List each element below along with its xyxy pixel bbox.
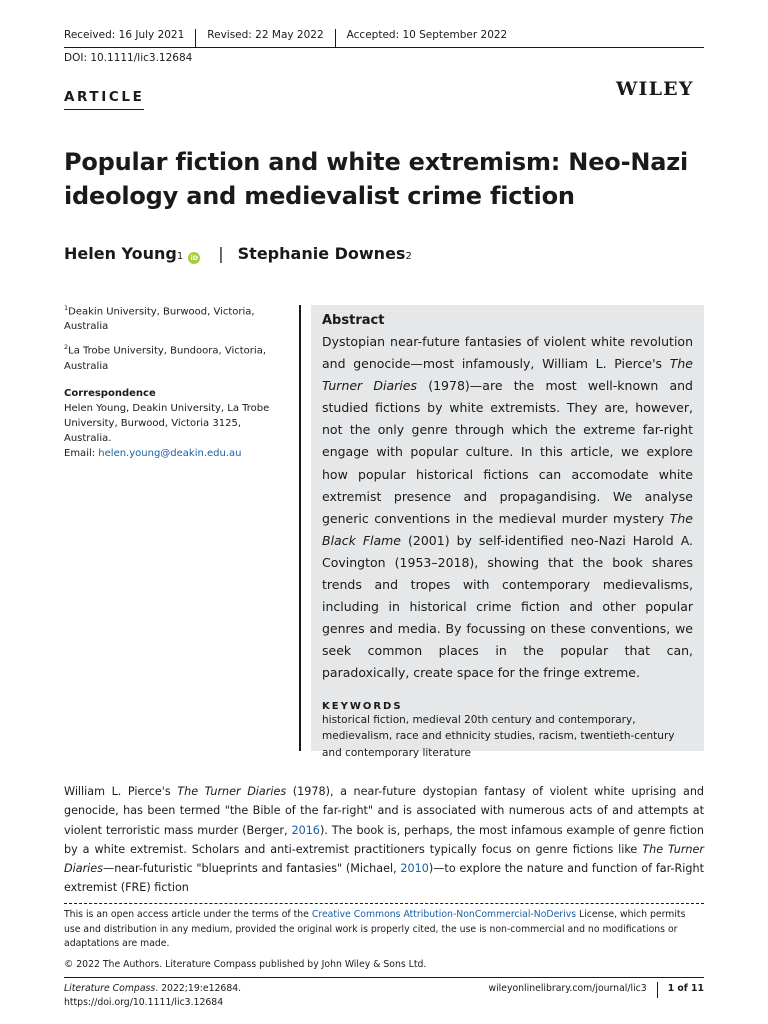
footer-doi-link[interactable]: https://doi.org/10.1111/lic3.12684 <box>64 996 224 1008</box>
journal-name: Literature Compass <box>64 983 156 994</box>
column-divider <box>299 305 301 751</box>
abstract-heading: Abstract <box>322 313 385 328</box>
copyright-text: © 2022 The Authors. Literature Compass published by John Wiley & Sons Ltd. <box>64 958 427 970</box>
accepted-date: Accepted: 10 September 2022 <box>335 29 519 47</box>
author-name[interactable]: Helen Young <box>64 244 177 263</box>
license-text: This is an open access article under the terms of the Creative Commons Attribution-NonCommercial-NoDerivs License, which permits use and distribution in any medium, provided the original work is properly cited, the use is non-commercial and no modifications or adaptations are made. <box>64 909 686 949</box>
publisher-logo: WILEY <box>616 78 694 100</box>
affiliation: $^2$La Trobe University, Bundoora, Victoria, Australia <box>64 343 266 372</box>
citation-link[interactable]: 2010 <box>400 862 429 876</box>
received-date: Received: 16 July 2021 <box>64 29 185 41</box>
journal-url-link[interactable]: wileyonlinelibrary.com/journal/lic3 <box>488 983 647 994</box>
author-separator: | <box>218 244 224 263</box>
affiliation: $^1$Deakin University, Burwood, Victoria, Australia <box>64 304 255 333</box>
correspondence-heading: Correspondence <box>64 387 156 399</box>
revised-date: Revised: 22 May 2022 <box>195 29 334 47</box>
footer-citation: Literature Compass. 2022;19:e12684. https://doi.org/10.1111/lic3.12684 <box>64 983 242 1008</box>
affiliations <box>64 301 290 461</box>
correspondence-email-link[interactable]: helen.young@deakin.edu.au <box>98 447 242 459</box>
abstract-panel <box>311 305 704 759</box>
paper-title: Popular fiction and white extremism: Neo-Nazi ideology and medievalist crime fiction <box>64 148 689 210</box>
keywords-text: historical fiction, medieval 20th century and contemporary, medievalism, race and ethnicity studies, racism, twentieth-century and contemporary literature <box>322 713 675 759</box>
author-affiliation-mark: 1 <box>176 251 184 262</box>
article-type-label: ARTICLE <box>64 89 144 110</box>
license-link[interactable]: Creative Commons Attribution-NonCommercial-NoDerivs <box>311 909 577 920</box>
abstract-text: Dystopian near-future fantasies of violent white revolution and genocide—most infamously, William L. Pierce's The Turner Diaries (1978)—are the most well-known and studied fictions by white extremists. They are, however, not the only genre through which the extreme far-right engage with popular culture. In this article, we explore how popular historical fictions can accomodate white extremist presence and propagandising. We analyse generic conventions in the medieval murder mystery The Black Flame (2001) by self-identified neo-Nazi Harold A. Covington (1953–2018), showing that the book shares trends and tropes with contemporary medievalisms, including in historical crime fiction and other popular genres and media. By focussing on these conventions, we seek common places in the popular that can, paradoxically, create space for the fringe extreme. <box>322 334 694 681</box>
author-affiliation-mark: 2 <box>405 251 412 262</box>
footer-right <box>488 982 704 998</box>
publication-dates <box>64 29 704 48</box>
correspondence-text: Helen Young, Deakin University, La Trobe University, Burwood, Victoria 3125, Australia. Email: helen.young@deakin.edu.au <box>64 402 270 459</box>
doi: DOI: 10.1111/lic3.12684 <box>64 52 193 64</box>
license-footnote <box>64 903 704 972</box>
citation-link[interactable]: 2016 <box>291 823 320 837</box>
keywords-heading: KEYWORDS <box>322 700 403 712</box>
orcid-icon[interactable]: iD <box>188 252 200 264</box>
page-number: 1 of 11 <box>657 982 704 998</box>
page-footer <box>64 977 704 1009</box>
author-name[interactable]: Stephanie Downes <box>237 244 406 263</box>
author-list <box>64 244 412 263</box>
body-paragraph: William L. Pierce's The Turner Diaries (1978), a near-future dystopian fantasy of violent white uprising and genocide, has been termed "the Bible of the far-right" and is associated with numerous acts of and attempts at violent terroristic mass murder (Berger, 2016). The book is, perhaps, the most infamous example of genre fiction by a white extremist. Scholars and anti-extremist practitioners typically focus on genre fictions like The Turner Diaries—near-futuristic "blueprints and fantasies" (Michael, 2010)—to explore the nature and function of far-Right extremist (FRE) fiction <box>64 785 705 895</box>
